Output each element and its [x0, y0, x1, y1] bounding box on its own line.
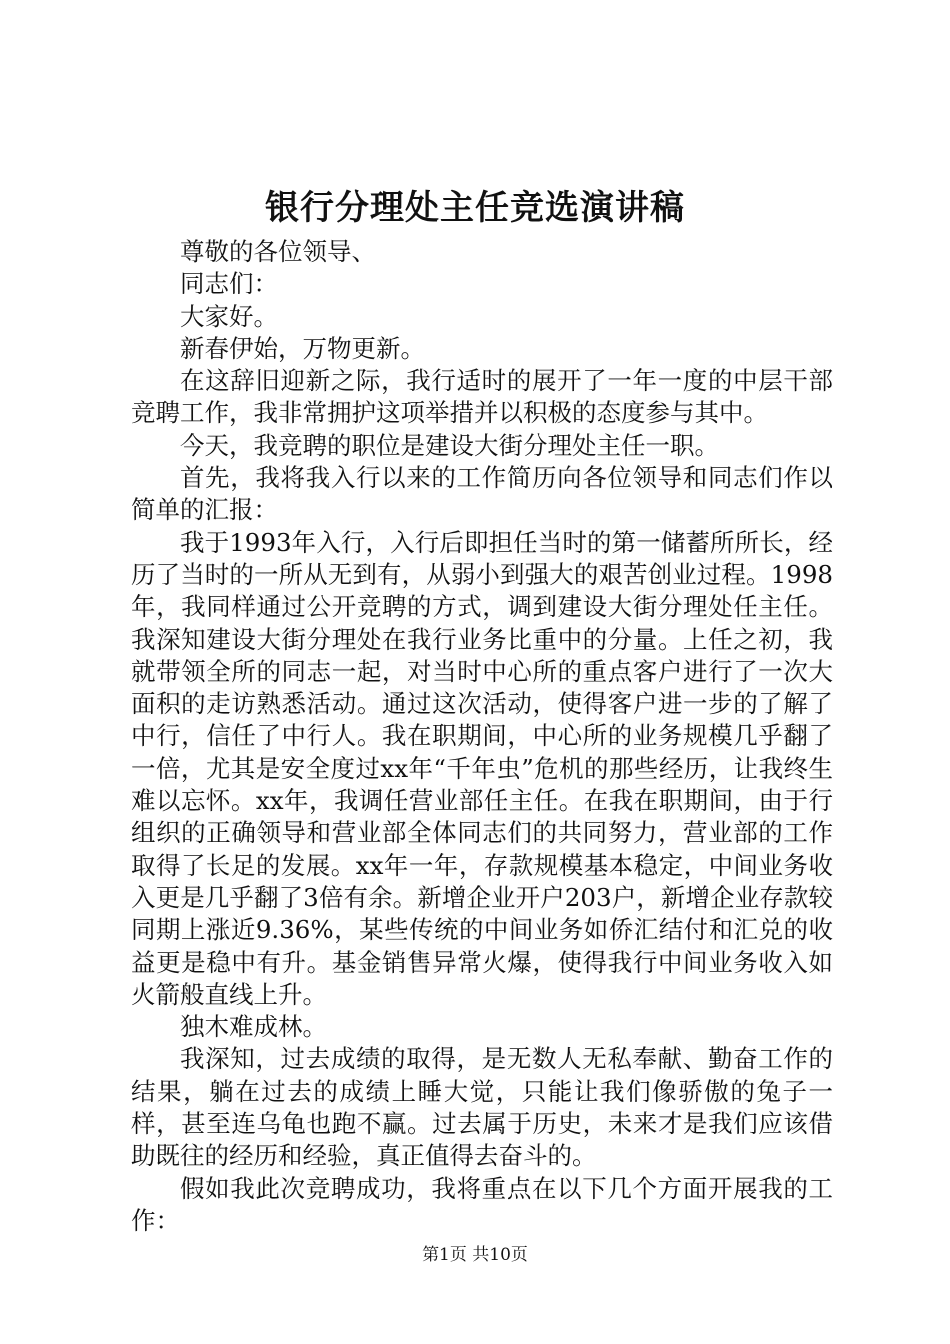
paragraph-resume: 我于1993年入行，入行后即担任当时的第一储蓄所所长，经历了当时的一所从无到有，从弱小到强大的艰苦创业过程。1998年，我同样通过公开竞聘的方式，调到建设大街分理处任主任。我深知建设大街分理处在我行业务比重中的分量。上任之初，我就带领全所的同志一起，对当时中心所的重点客户进行了一次大面积的走访熟悉活动。通过这次活动，使得客户进一步的了解了中行，信任了中行人。我在职期间，中心所的业务规模几乎翻了一倍，尤其是安全度过xx年“千年虫”危机的那些经历，让我终生难以忘怀。xx年，我调任营业部任主任。在我在职期间，由于行组织的正确领导和营业部全体同志们的共同努力，营业部的工作取得了长足的发展。xx年一年，存款规模基本稳定，中间业务收入更是几乎翻了3倍有余。新增企业开户203户，新增企业存款较同期上涨近9.36%，某些传统的中间业务如侨汇结付和汇兑的收益更是稳中有升。基金销售异常火爆，使得我行中间业务收入如火箭般直线上升。 — [131, 527, 833, 1009]
paragraph-context: 在这辞旧迎新之际，我行适时的展开了一年一度的中层干部竞聘工作，我非常拥护这项举措并以积极的态度参与其中。 — [131, 366, 833, 428]
paragraph-opening: 新春伊始，万物更新。 — [180, 333, 425, 363]
paragraph-greeting: 大家好。 — [180, 301, 278, 331]
paragraph-salutation-2: 同志们： — [180, 269, 278, 299]
paragraph-salutation-1: 尊敬的各位领导、 — [180, 237, 376, 266]
page-footer: 第1页 共10页 — [422, 1245, 528, 1265]
document-title: 银行分理处主任竞选演讲稿 — [265, 188, 685, 228]
paragraph-position: 今天，我竞聘的职位是建设大街分理处主任一职。 — [180, 430, 719, 460]
paragraph-teamwork: 独木难成林。 — [180, 1012, 327, 1042]
paragraph-plan-intro: 假如我此次竞聘成功，我将重点在以下几个方面开展我的工作： — [131, 1173, 833, 1235]
document-body — [131, 236, 833, 1237]
paragraph-intro-resume: 首先，我将我入行以来的工作简历向各位领导和同志们作以简单的汇报： — [131, 463, 833, 525]
paragraph-reflection: 我深知，过去成绩的取得，是无数人无私奉献、勤奋工作的结果，躺在过去的成绩上睡大觉，只能让我们像骄傲的兔子一样，甚至连乌龟也跑不赢。过去属于历史，未来才是我们应该借助既往的经历和经验，真正值得去奋斗的。 — [131, 1044, 833, 1171]
